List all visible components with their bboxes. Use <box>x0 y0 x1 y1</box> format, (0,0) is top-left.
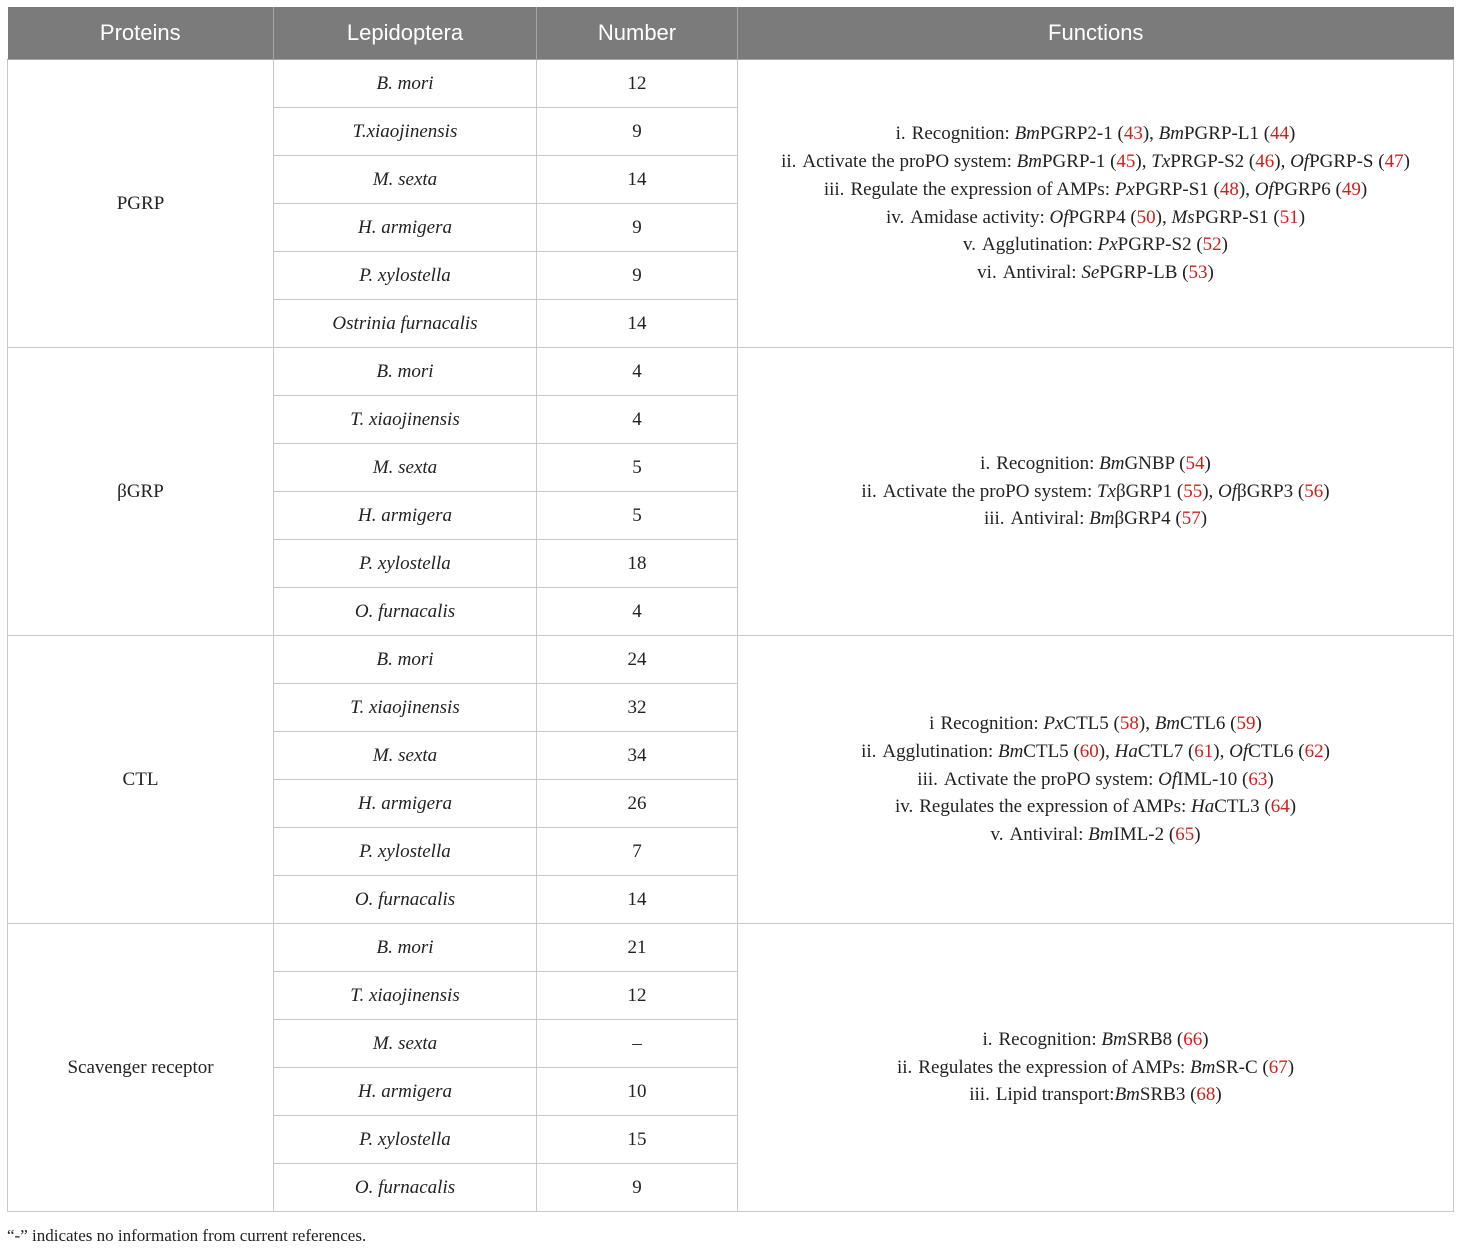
function-text: ), <box>1155 206 1172 228</box>
species-prefix: Bm <box>1114 1084 1140 1106</box>
header-proteins: Proteins <box>8 7 274 60</box>
species-prefix: Of <box>1229 740 1249 762</box>
function-text: βGRP4 ( <box>1114 508 1182 530</box>
species-prefix: Bm <box>1099 452 1125 474</box>
function-text: Activate the proPO system: <box>943 768 1159 790</box>
function-text: ), <box>1138 713 1155 735</box>
species-cell: M. sexta <box>274 444 537 492</box>
reference-link: 63 <box>1248 768 1268 790</box>
header-lepidoptera: Lepidoptera <box>274 7 537 60</box>
number-cell: 9 <box>537 252 738 300</box>
function-text: ) <box>1255 713 1262 735</box>
function-numeral: i. <box>895 123 906 145</box>
species-cell: B. mori <box>274 924 537 972</box>
reference-link: 49 <box>1341 178 1361 200</box>
function-text: ), <box>1202 480 1219 502</box>
reference-link: 52 <box>1202 234 1222 256</box>
species-prefix: Of <box>1218 480 1238 502</box>
number-cell: – <box>537 1020 738 1068</box>
species-prefix: Of <box>1290 151 1310 173</box>
reference-link: 46 <box>1255 151 1275 173</box>
species-cell: O. furnacalis <box>274 588 537 636</box>
number-cell: 9 <box>537 1164 738 1212</box>
function-text: CTL6 ( <box>1248 740 1305 762</box>
function-text: PGRP-1 ( <box>1041 151 1117 173</box>
species-cell: P. xylostella <box>274 1116 537 1164</box>
number-cell: 14 <box>537 876 738 924</box>
species-cell: H. armigera <box>274 204 537 252</box>
function-text: GNBP ( <box>1124 452 1186 474</box>
function-numeral: iii. <box>969 1084 990 1106</box>
species-prefix: Of <box>1158 768 1178 790</box>
reference-link: 47 <box>1384 151 1404 173</box>
function-text: ) <box>1215 1084 1222 1106</box>
protein-cell: βGRP <box>8 348 274 636</box>
function-text: Recognition: <box>911 123 1015 145</box>
reference-link: 61 <box>1194 740 1214 762</box>
species-prefix: Se <box>1081 261 1100 283</box>
species-prefix: Bm <box>1190 1056 1216 1078</box>
reference-link: 64 <box>1270 796 1290 818</box>
species-cell: B. mori <box>274 348 537 396</box>
number-cell: 7 <box>537 828 738 876</box>
reference-link: 60 <box>1079 740 1099 762</box>
function-text: ), <box>1274 151 1291 173</box>
species-cell: M. sexta <box>274 732 537 780</box>
reference-link: 43 <box>1123 123 1143 145</box>
function-numeral: iii. <box>983 508 1005 530</box>
species-prefix: Bm <box>997 740 1024 762</box>
function-item <box>738 450 1453 478</box>
reference-link: 59 <box>1236 713 1256 735</box>
reference-link: 67 <box>1268 1056 1288 1078</box>
species-cell: B. mori <box>274 636 537 684</box>
species-prefix: Bm <box>1101 1028 1127 1050</box>
function-text: Recognition: <box>998 1028 1102 1050</box>
function-numeral: ii. <box>861 480 877 502</box>
protein-cell: Scavenger receptor <box>8 924 274 1212</box>
function-text: PGRP-L1 ( <box>1183 123 1271 145</box>
function-text: PGRP-S2 ( <box>1117 234 1203 256</box>
reference-link: 45 <box>1116 151 1136 173</box>
functions-cell <box>738 924 1454 1212</box>
function-text: ) <box>1403 151 1410 173</box>
function-text: CTL7 ( <box>1137 740 1195 762</box>
function-text: CTL6 ( <box>1180 713 1237 735</box>
function-text: ) <box>1289 796 1297 818</box>
functions-cell <box>738 636 1454 924</box>
function-text: ), <box>1142 123 1159 145</box>
function-text: ) <box>1202 1028 1209 1050</box>
function-text: ) <box>1323 480 1330 502</box>
function-item <box>738 231 1453 259</box>
header-number: Number <box>537 7 738 60</box>
header-row <box>8 7 1454 60</box>
reference-link: 65 <box>1175 824 1195 846</box>
function-text: Regulates the expression of AMPs: <box>919 796 1192 818</box>
species-cell: Ostrinia furnacalis <box>274 300 537 348</box>
reference-link: 62 <box>1304 740 1324 762</box>
protein-cell: PGRP <box>8 60 274 348</box>
number-cell: 4 <box>537 348 738 396</box>
function-numeral: iii. <box>823 178 845 200</box>
number-cell: 4 <box>537 396 738 444</box>
function-text: IML-2 ( <box>1113 824 1176 846</box>
species-prefix: Bm <box>1154 713 1181 735</box>
function-numeral: iv. <box>885 206 905 228</box>
function-numeral: v. <box>963 234 977 256</box>
function-text: PGRP6 ( <box>1273 178 1342 200</box>
species-prefix: Px <box>1043 713 1064 735</box>
reference-link: 58 <box>1119 713 1139 735</box>
function-text: ), <box>1213 740 1230 762</box>
number-cell: 5 <box>537 444 738 492</box>
table-body <box>8 60 1454 1212</box>
function-numeral: ii. <box>896 1056 913 1078</box>
function-item <box>738 766 1453 794</box>
function-item <box>738 259 1453 287</box>
functions-cell <box>738 60 1454 348</box>
function-text: ) <box>1287 1056 1295 1078</box>
function-text: IML-10 ( <box>1177 768 1249 790</box>
function-text: βGRP3 ( <box>1237 480 1305 502</box>
function-text: PRGP-S2 ( <box>1170 151 1256 173</box>
function-text: Activate the proPO system: <box>882 480 1097 502</box>
function-text: SR-C ( <box>1215 1056 1269 1078</box>
species-cell: P. xylostella <box>274 540 537 588</box>
reference-link: 57 <box>1181 508 1201 530</box>
function-text: Agglutination: <box>882 740 998 762</box>
table-row <box>8 924 1454 972</box>
function-text: ) <box>1194 824 1201 846</box>
species-cell: M. sexta <box>274 156 537 204</box>
function-item <box>738 120 1453 148</box>
function-item <box>738 204 1453 232</box>
species-cell: H. armigera <box>274 1068 537 1116</box>
function-text: CTL5 ( <box>1063 713 1120 735</box>
function-text: PGRP-S1 ( <box>1134 178 1220 200</box>
species-cell: O. furnacalis <box>274 876 537 924</box>
function-item <box>738 793 1453 821</box>
function-numeral: ii. <box>781 151 797 173</box>
species-prefix: Bm <box>1014 123 1040 145</box>
function-text: Recognition: <box>940 713 1044 735</box>
function-numeral: iv. <box>894 796 914 818</box>
function-text: ) <box>1323 740 1330 762</box>
function-text: ) <box>1298 206 1306 228</box>
number-cell: 18 <box>537 540 738 588</box>
number-cell: 10 <box>537 1068 738 1116</box>
reference-link: 53 <box>1188 261 1208 283</box>
species-cell: T. xiaojinensis <box>274 972 537 1020</box>
number-cell: 24 <box>537 636 738 684</box>
species-cell: P. xylostella <box>274 252 537 300</box>
function-text: Recognition: <box>996 452 1100 474</box>
function-text: ) <box>1207 261 1214 283</box>
function-item <box>738 1054 1453 1082</box>
function-item <box>738 478 1453 506</box>
function-text: CTL3 ( <box>1214 796 1271 818</box>
function-numeral: i. <box>980 452 991 474</box>
species-prefix: Of <box>1254 178 1274 200</box>
function-numeral: ii. <box>861 740 877 762</box>
function-text: SRB8 ( <box>1126 1028 1184 1050</box>
number-cell: 34 <box>537 732 738 780</box>
species-cell: H. armigera <box>274 492 537 540</box>
function-text: Antiviral: <box>1009 824 1089 846</box>
function-text: Regulate the expression of AMPs: <box>850 178 1115 200</box>
function-text: Antiviral: <box>1010 508 1090 530</box>
function-text: ), <box>1098 740 1115 762</box>
protein-cell: CTL <box>8 636 274 924</box>
species-prefix: Ha <box>1191 796 1215 818</box>
function-numeral: v. <box>990 824 1004 846</box>
function-numeral: iii. <box>917 768 938 790</box>
number-cell: 14 <box>537 156 738 204</box>
function-text: ) <box>1289 123 1296 145</box>
species-cell: P. xylostella <box>274 828 537 876</box>
species-prefix: Bm <box>1089 508 1115 530</box>
functions-cell <box>738 348 1454 636</box>
reference-link: 68 <box>1196 1084 1216 1106</box>
function-text: ) <box>1221 234 1228 256</box>
function-text: PGRP2-1 ( <box>1039 123 1124 145</box>
number-cell: 5 <box>537 492 738 540</box>
reference-link: 55 <box>1183 480 1203 502</box>
species-prefix: Bm <box>1088 824 1114 846</box>
header-functions: Functions <box>738 7 1454 60</box>
species-prefix: Tx <box>1151 151 1171 173</box>
function-text: Antiviral: <box>1002 261 1082 283</box>
function-text: ), <box>1135 151 1152 173</box>
number-cell: 9 <box>537 204 738 252</box>
function-text: PGRP-S1 ( <box>1194 206 1280 228</box>
function-text: ), <box>1238 178 1255 200</box>
number-cell: 26 <box>537 780 738 828</box>
table-row <box>8 348 1454 396</box>
species-cell: T. xiaojinensis <box>274 396 537 444</box>
function-text: PGRP-LB ( <box>1099 261 1189 283</box>
species-cell: H. armigera <box>274 780 537 828</box>
function-text: ) <box>1360 178 1368 200</box>
reference-link: 56 <box>1304 480 1324 502</box>
species-cell: O. furnacalis <box>274 1164 537 1212</box>
function-text: PGRP-S ( <box>1309 151 1385 173</box>
species-cell: T.xiaojinensis <box>274 108 537 156</box>
species-cell: T. xiaojinensis <box>274 684 537 732</box>
number-cell: 9 <box>537 108 738 156</box>
function-numeral: i. <box>982 1028 993 1050</box>
function-text: SRB3 ( <box>1139 1084 1197 1106</box>
function-text: ) <box>1200 508 1208 530</box>
function-item <box>738 505 1453 533</box>
species-prefix: Px <box>1114 178 1135 200</box>
table-row <box>8 60 1454 108</box>
function-numeral: vi. <box>977 261 997 283</box>
function-text: Agglutination: <box>982 234 1098 256</box>
number-cell: 21 <box>537 924 738 972</box>
function-item <box>738 821 1453 849</box>
protein-table <box>7 7 1454 1212</box>
species-prefix: Bm <box>1158 123 1184 145</box>
species-prefix: Ms <box>1171 206 1195 228</box>
reference-link: 50 <box>1136 206 1156 228</box>
number-cell: 12 <box>537 972 738 1020</box>
reference-link: 66 <box>1183 1028 1203 1050</box>
number-cell: 14 <box>537 300 738 348</box>
reference-link: 44 <box>1270 123 1290 145</box>
function-item <box>738 1081 1453 1109</box>
function-text: PGRP4 ( <box>1068 206 1137 228</box>
number-cell: 12 <box>537 60 738 108</box>
function-text: βGRP1 ( <box>1115 480 1184 502</box>
function-text: Regulates the expression of AMPs: <box>918 1056 1191 1078</box>
function-text: Amidase activity: <box>910 206 1050 228</box>
number-cell: 4 <box>537 588 738 636</box>
function-item <box>738 710 1453 738</box>
species-prefix: Bm <box>1016 151 1042 173</box>
function-numeral: i <box>929 713 935 735</box>
species-cell: B. mori <box>274 60 537 108</box>
species-prefix: Px <box>1097 234 1118 256</box>
function-item <box>738 1026 1453 1054</box>
function-item <box>738 738 1453 766</box>
function-text: ) <box>1204 452 1211 474</box>
reference-link: 51 <box>1279 206 1299 228</box>
function-item <box>738 148 1453 176</box>
reference-link: 54 <box>1185 452 1205 474</box>
function-text: CTL5 ( <box>1023 740 1080 762</box>
species-prefix: Of <box>1049 206 1069 228</box>
species-cell: M. sexta <box>274 1020 537 1068</box>
number-cell: 32 <box>537 684 738 732</box>
function-text: Activate the proPO system: <box>802 151 1017 173</box>
species-prefix: Tx <box>1096 480 1116 502</box>
species-prefix: Ha <box>1114 740 1138 762</box>
table-footnote: “-” indicates no information from current references. <box>7 1226 367 1245</box>
function-text: ) <box>1267 768 1274 790</box>
table-row <box>8 636 1454 684</box>
function-item <box>738 176 1453 204</box>
number-cell: 15 <box>537 1116 738 1164</box>
reference-link: 48 <box>1219 178 1239 200</box>
function-text: Lipid transport: <box>995 1084 1115 1106</box>
